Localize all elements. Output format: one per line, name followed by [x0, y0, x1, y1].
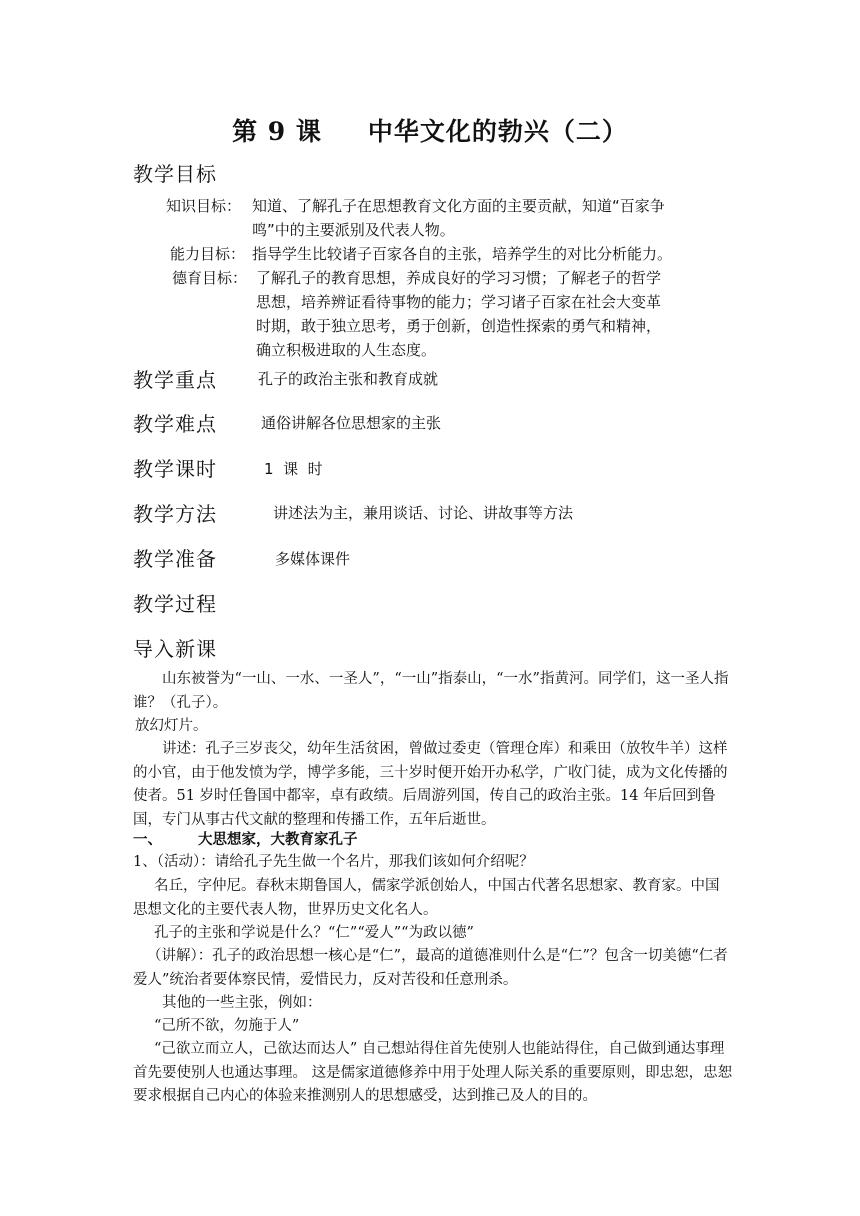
lesson-name: 中华文化的勃兴（二） [367, 117, 628, 146]
teaching-goals-heading: 教学目标 [133, 162, 217, 186]
section-one-heading [133, 828, 733, 852]
difficult-points-heading: 教学难点 [133, 412, 217, 436]
lesson-number: 第 9 课 [232, 117, 322, 146]
intro-heading: 导入新课 [133, 637, 217, 661]
knowledge-goal-line-2: 鸣”中的主要派别及代表人物。 [252, 221, 455, 239]
process-heading: 教学过程 [133, 592, 217, 616]
narration-paragraph: 讲述：孔子三岁丧父，幼年生活贫困，曾做过委吏（管理仓库）和乘田（放牧牛羊）这样的小官，由于他发愤为学，博学多能，三十岁时便开始开办私学，广收门徒，成为文化传播的使者。51 岁时任鲁国中都宰，卓有政绩。后周游列国，传自己的政治主张。14 年后回到鲁国，专门从事古代文献的整理和传播工作，五年后逝世。 [133, 741, 728, 828]
quote-two-paragraph: “己欲立而立人，己欲达而达人” 自己想站得住首先使别人也能站得住，自己做到通达事理首先要使别人也通达事理。 这是儒家道德修养中用于处理人际关系的重要原则，即忠恕，忠恕要求根据自己内心的体验来推测别人的思想感受，达到推己及人的目的。 [133, 1041, 733, 1104]
section-one-number: 一、 [133, 831, 162, 848]
class-hours-heading: 教学课时 [133, 457, 217, 481]
page-title [0, 112, 860, 148]
preparation-value: 多媒体课件 [275, 550, 351, 568]
ability-goal-label: 能力目标： [170, 245, 246, 263]
others-line: 其他的一些主张，例如： [162, 995, 322, 1011]
moral-goal-line-2: 思想，培养辨证看待事物的能力；学习诸子百家在社会大变革 [256, 293, 662, 311]
moral-goal-line-3: 时期，敢于独立思考，勇于创新，创造性探索的勇气和精神， [256, 317, 662, 335]
key-points-heading: 教学重点 [133, 368, 217, 392]
ability-goal-line-1: 指导学生比较诸子百家各自的主张，培养学生的对比分析能力。 [252, 245, 673, 263]
bio-paragraph: 名丘，字仲尼。春秋末期鲁国人，儒家学派创始人，中国古代著名思想家、教育家。中国思想文化的主要代表人物，世界历史文化名人。 [133, 878, 720, 918]
quote-one: “己所不欲，勿施于人” [154, 1018, 300, 1034]
preparation-heading: 教学准备 [133, 547, 217, 571]
lecture-paragraph: （讲解）：孔子的政治思想一核心是“仁”，最高的道德准则什么是“仁”？包含一切美德“仁者爱人”统治者要体察民情，爱惜民力，反对苦役和任意刑杀。 [133, 948, 728, 988]
intro-paragraph: 山东被誉为“一山、一水、一圣人”，“一山”指泰山，“一水”指黄河。同学们，这一圣人指谁？（孔子）。 [133, 671, 729, 711]
key-points-value: 孔子的政治主张和教育成就 [258, 370, 439, 388]
moral-goal-line-1: 了解孔子的教育思想，养成良好的学习习惯；了解老子的哲学 [256, 269, 662, 287]
knowledge-goal-label: 知识目标： [166, 197, 242, 215]
moral-goal-line-4: 确立积极进取的人生态度。 [256, 341, 437, 359]
section-one-title: 大思想家，大教育家孔子 [198, 831, 358, 848]
slide-note: 放幻灯片。 [135, 718, 208, 734]
moral-goal-label: 德育目标： [172, 269, 248, 287]
class-hours-value: 1 课 时 [264, 460, 323, 478]
knowledge-goal-line-1: 知道、了解孔子在思想教育文化方面的主要贡献，知道“百家争 [252, 197, 665, 215]
teaching-method-value: 讲述法为主，兼用谈话、讨论、讲故事等方法 [273, 504, 574, 522]
activity-line: 1、（活动）：请给孔子先生做一个名片，那我们该如何介绍呢？ [133, 854, 534, 870]
question-line: 孔子的主张和学说是什么？“仁”“爱人”“为政以德” [154, 925, 474, 941]
teaching-method-heading: 教学方法 [133, 502, 217, 526]
difficult-points-value: 通俗讲解各位思想家的主张 [261, 414, 442, 432]
